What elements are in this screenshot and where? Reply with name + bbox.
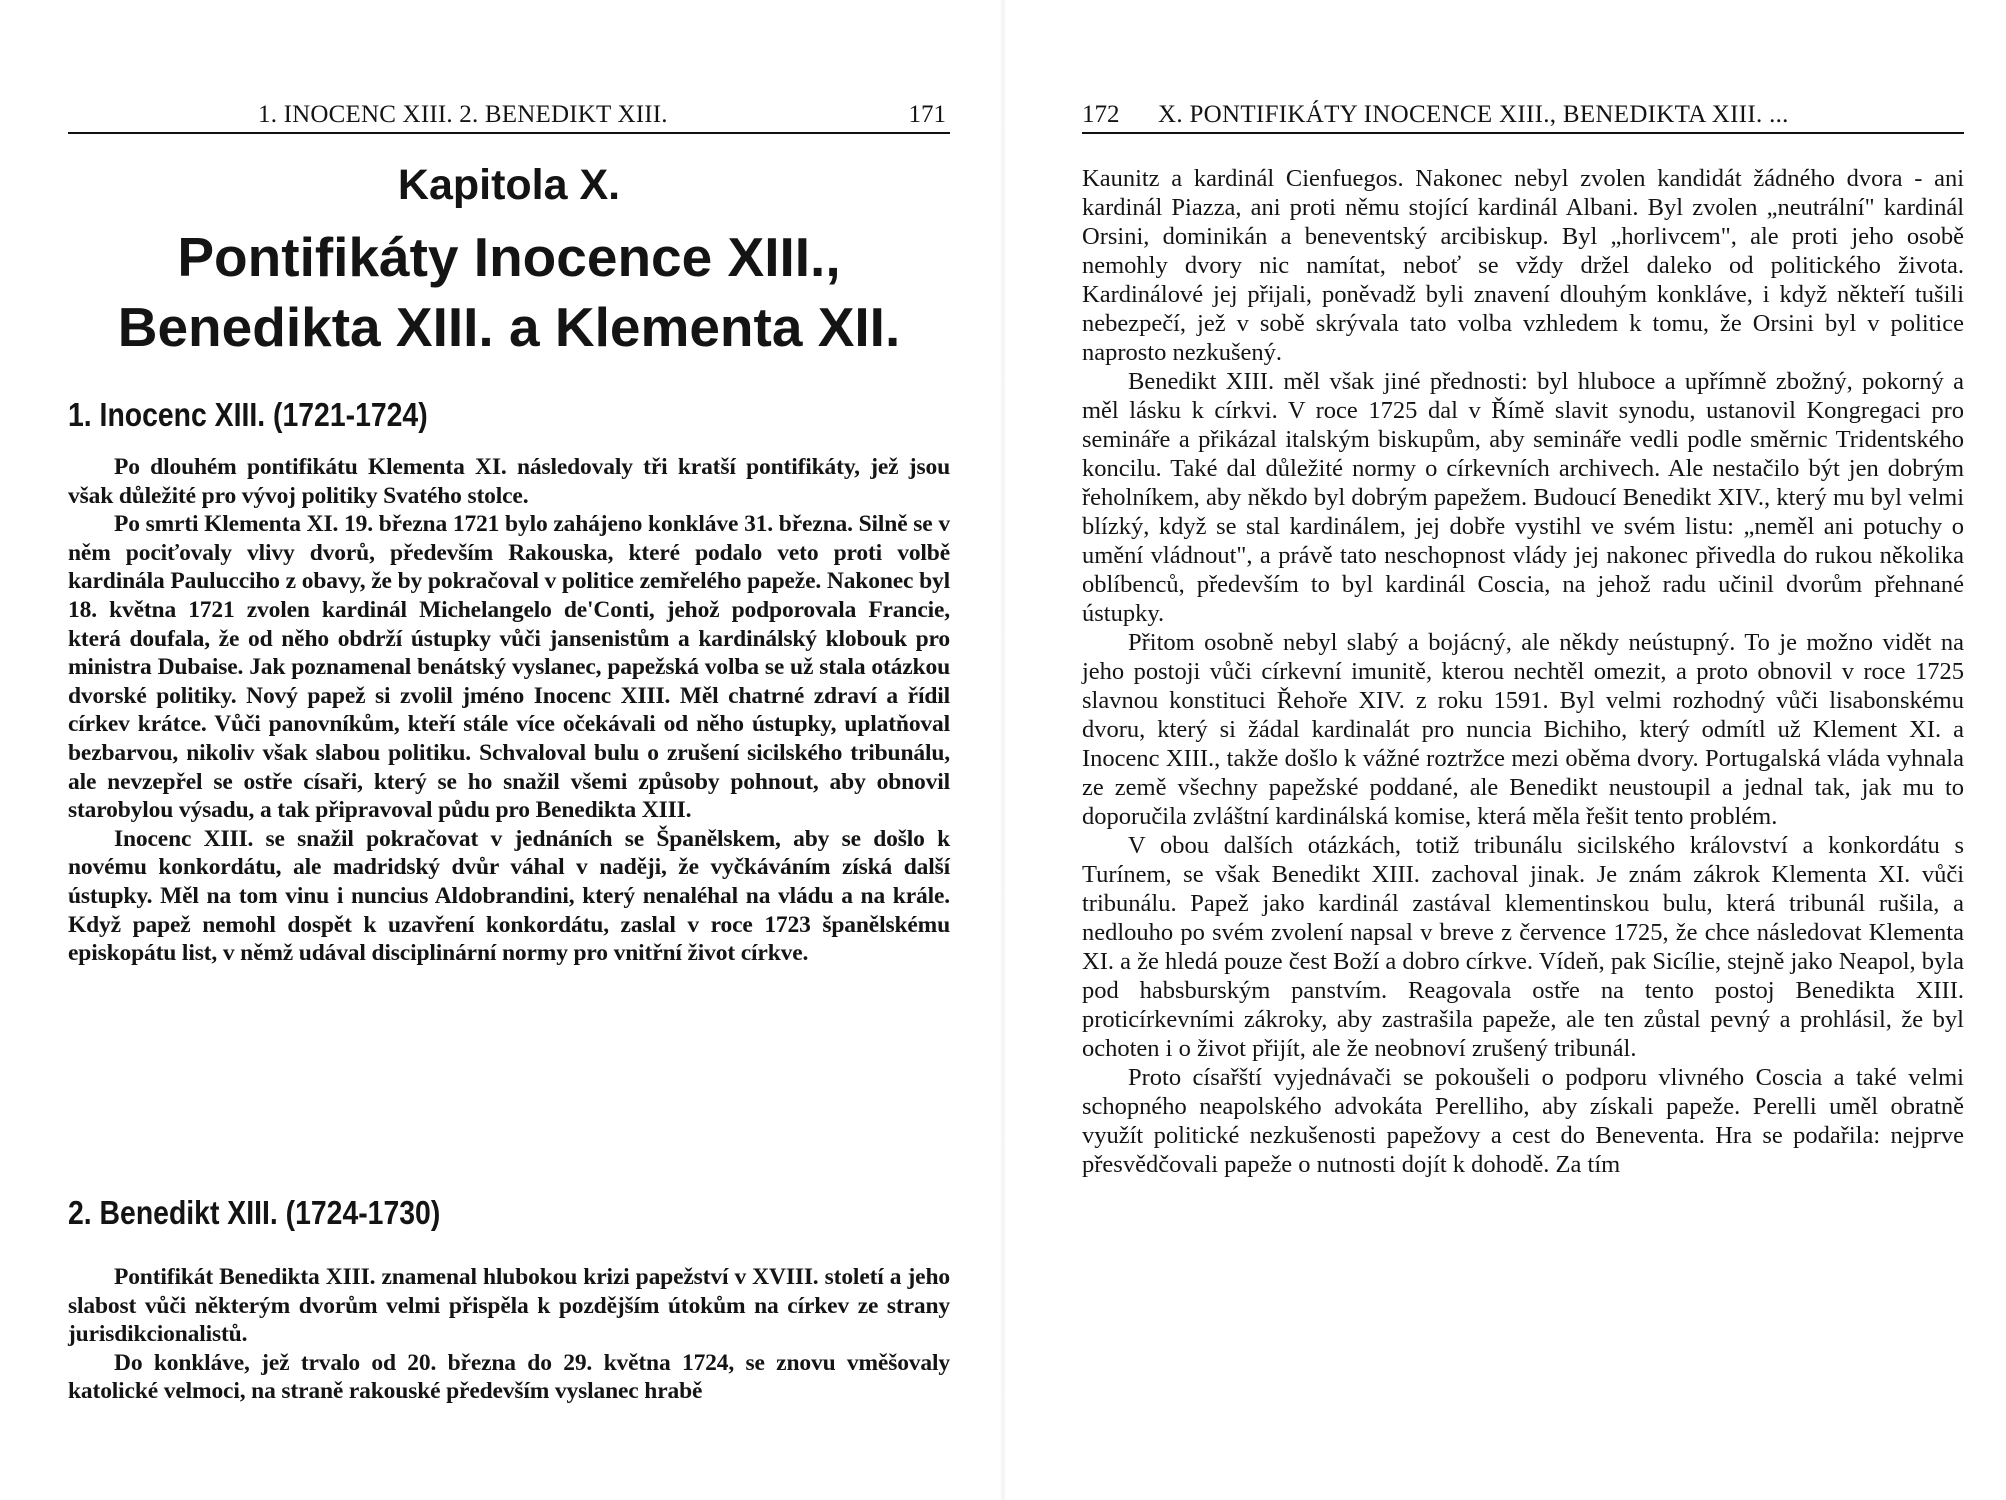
running-header-left [68, 98, 950, 134]
right-page-body [1082, 164, 1964, 1179]
paragraph: Přitom osobně nebyl slabý a bojácný, ale někdy neústupný. To je možno vidět na jeho postoji vůči církevní imunitě, kterou nechtěl omezit, a proto obnovil v roce 1725 slavnou konstituci Řehoře XIV. z roku 1591. Byl velmi rozhodný vůči lisabonskému dvoru, který si žádal kardinalát pro nuncia Bichiho, který odmítl už Klement XI. a Inocenc XIII., takže došlo k vážné roztržce mezi oběma dvory. Portugalská vláda vyhnala ze země všechny papežské poddané, ale Benedikt neustoupil a jednal tak, jak mu to doporučila zvláštní kardinálská komise, která měla řešit tento problém. [1082, 629, 1964, 830]
page-number: 171 [908, 101, 946, 128]
section-heading-benedikt: 2. Benedikt XIII. (1724-1730) [68, 1194, 441, 1231]
page-number: 172 [1082, 101, 1120, 128]
paragraph: Pontifikát Benedikta XIII. znamenal hlubokou krizi papežství v XVIII. století a jeho slabost vůči některým dvorům velmi přispěla k pozdějším útokům na církev ze strany jurisdikcionalistů. [68, 1264, 950, 1348]
running-header-title: X. PONTIFIKÁTY INOCENCE XIII., BENEDIKTA XIII. ... [1158, 101, 1789, 128]
paragraph: Benedikt XIII. měl však jiné přednosti: byl hluboce a upřímně zbožný, pokorný a měl lásku k církvi. V roce 1725 dal v Římě slavit synodu, ustanovil Kongregaci pro semináře a přikázal italským biskupům, aby semináře vedli podle směrnic Tridentského koncilu. Také dal důležité normy o církevních archivech. Ale nestačilo být jen dobrým řeholníkem, aby někdo byl dobrým papežem. Budoucí Benedikt XIV., který mu byl velmi blízký, když se stal kardinálem, jej dobře vystihl ve svém listu: „neměl ani potuchy o umění vládnout", a právě tato neschopnost vlády jej nakonec přivedla do rukou několika oblíbenců, především to byl kardinál Coscia, na jehož radu učinil dvorům přehnané ústupky. [1082, 368, 1964, 627]
left-page [68, 0, 950, 1500]
chapter-title-line-1: Pontifikáty Inocence XIII., [177, 226, 841, 288]
paragraph: V obou dalších otázkách, totiž tribunálu sicilského království a konkordátu s Turínem, se však Benedikt XIII. zachoval jinak. Je znám zákrok Klementa XI. vůči tribunálu. Papež jako kardinál zastával klementinskou bulu, která tribunál rušila, a nedlouho po svém zvolení napsal v breve z července 1725, že chce následovat Klementa XI. a že hledá pouze čest Boží a dobro církve. Vídeň, pak Sicílie, stejně jako Neapol, byla pod habsburským panstvím. Reagovala ostře na tento postoj Benedikta XIII. proticírkevními zákroky, aby zastrašila papeže, ale ten zůstal pevný a prohlásil, že byl ochoten i o život přijít, ale že neobnoví zrušený tribunál. [1082, 832, 1964, 1062]
running-header-right [1082, 98, 1964, 134]
paragraph: Inocenc XIII. se snažil pokračovat v jednáních se Španělskem, aby se došlo k novému konkordátu, ale madridský dvůr váhal v naději, že vyčkáváním získá další ústupky. Měl na tom vinu i nuncius Aldobrandini, který nenaléhal na vládu a na krále. Když papež nemohl dospět k uzavření konkordátu, zaslal v roce 1723 španělskému episkopátu list, v němž udával disciplinární normy pro vnitřní život církve. [68, 825, 950, 967]
section-2-body [68, 1263, 950, 1406]
chapter-label: Kapitola X. [397, 161, 621, 209]
section-1-body [68, 453, 950, 968]
paragraph: Do konkláve, jež trvalo od 20. března do 29. května 1724, se znovu vměšovaly katolické velmoci, na straně rakouské především vyslanec hrabě [68, 1349, 950, 1405]
book-spine [1000, 0, 1006, 1500]
right-page [1082, 0, 1964, 1500]
chapter-title [68, 222, 950, 362]
paragraph: Proto císařští vyjednávači se pokoušeli o podporu vlivného Coscia a také velmi schopného neapolského advokáta Perelliho, aby získali papeže. Perelli uměl obratně využít politické nezkušenosti papežovy a cest do Beneventa. Hra se podařila: nejprve přesvědčovali papeže o nutnosti dojít k dohodě. Za tím [1082, 1064, 1964, 1178]
paragraph: Po smrti Klementa XI. 19. března 1721 bylo zahájeno konkláve 31. března. Silně se v něm pociťovaly vlivy dvorů, především Rakouska, které podalo veto proti volbě kardinála Paulucciho z obavy, že by pokračoval v politice zemřelého papeže. Nakonec byl 18. května 1721 zvolen kardinál Michelangelo de'Conti, jehož podporovala Francie, která doufala, že od něho obdrží ústupky vůči jansenistům a kardinálský klobouk pro ministra Dubaise. Jak poznamenal benátský vyslanec, papežská volba se už stala otázkou dvorské politiky. Nový papež si zvolil jméno Inocenc XIII. Měl chatrné zdraví a řídil církev krátce. Vůči panovníkům, kteří stále více očekávali od něho ústupky, uplatňoval bezbarvou, nikoliv však slabou politiku. Schvaloval bulu o zrušení sicilského tribunálu, ale nevzepřel se ostře císaři, který se ho snažil všemi způsoby pohnout, aby obnovil starobylou výsadu, a tak připravoval půdu pro Benedikta XIII. [68, 511, 950, 824]
paragraph: Po dlouhém pontifikátu Klementa XI. následovaly tři kratší pontifikáty, jež jsou však důležité pro vývoj politiky Svatého stolce. [68, 454, 950, 509]
section-heading-inocenc: 1. Inocenc XIII. (1721-1724) [68, 396, 428, 433]
running-header-title: 1. INOCENC XIII. 2. BENEDIKT XIII. [258, 101, 668, 128]
chapter-title-line-2: Benedikta XIII. a Klementa XII. [117, 296, 901, 358]
paragraph: Kaunitz a kardinál Cienfuegos. Nakonec nebyl zvolen kandidát žádného dvora - ani kardinál Piazza, ani proti němu stojící kardinál Albani. Byl zvolen „neutrální" kardinál Orsini, dominikán a beneventský arcibiskup. Byl „horlivcem", ale proti jeho osobě nemohly dvory nic namítat, neboť se vždy držel daleko od politického života. Kardinálové jej přijali, poněvadž byli znavení dlouhým konkláve, i když někteří tušili nebezpečí, jež v sobě skrývala tato volba vzhledem k tomu, že Orsini byl v politice naprosto nezkušený. [1082, 165, 1964, 366]
